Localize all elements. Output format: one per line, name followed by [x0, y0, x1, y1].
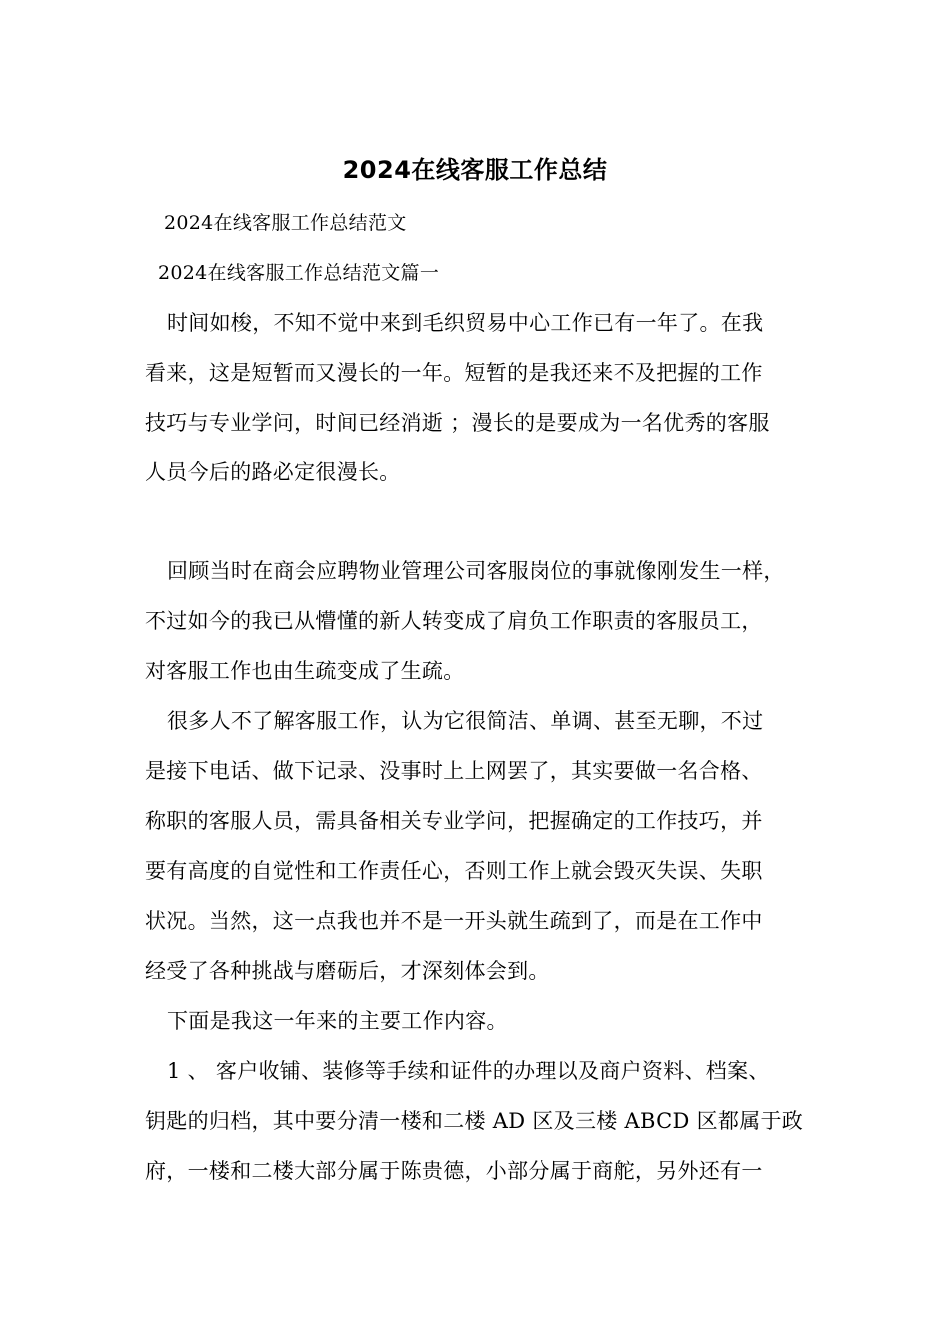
subtitle-line: 2024在线客服工作总结范文篇一 — [158, 262, 440, 284]
subtitle-line: 2024在线客服工作总结范文 — [164, 212, 407, 234]
paragraph-line: 人员今后的路必定很漫长。 — [145, 460, 401, 484]
paragraph-line: 技巧与专业学问，时间已经消逝 ；漫长的是要成为一名优秀的客服 — [145, 411, 770, 435]
list-item-line: 1 、 客户收铺、装修等手续和证件的办理以及商户资料、档案、 — [167, 1059, 770, 1083]
paragraph-line: 称职的客服人员，需具备相关专业学问，把握确定的工作技巧，并 — [145, 809, 763, 833]
paragraph-line: 看来，这是短暂而又漫长的一年。短暂的是我还来不及把握的工作 — [145, 361, 763, 385]
paragraph-line: 时间如梭，不知不觉中来到毛织贸易中心工作已有一年了。在我 — [167, 311, 764, 335]
document-title: 2024在线客服工作总结 — [342, 156, 608, 184]
list-item-line: 府，一楼和二楼大部分属于陈贵德，小部分属于商舵，另外还有一 — [145, 1159, 763, 1183]
paragraph-line: 对客服工作也由生疏变成了生疏。 — [145, 659, 465, 683]
paragraph-line: 回顾当时在商会应聘物业管理公司客服岗位的事就像刚发生一样， — [167, 559, 785, 583]
paragraph-line: 状况。当然，这一点我也并不是一开头就生疏到了，而是在工作中 — [145, 909, 763, 933]
paragraph-line: 是接下电话、做下记录、没事时上上网罢了，其实要做一名合格、 — [145, 759, 763, 783]
paragraph-line: 要有高度的自觉性和工作责任心，否则工作上就会毁灭失误、失职 — [145, 859, 763, 883]
paragraph-line: 很多人不了解客服工作，认为它很简洁、单调、甚至无聊，不过 — [167, 709, 764, 733]
paragraph-line: 经受了各种挑战与磨砺后，才深刻体会到。 — [145, 959, 550, 983]
paragraph-line: 不过如今的我已从懵懂的新人转变成了肩负工作职责的客服员工， — [145, 609, 763, 633]
list-item-line: 钥匙的归档，其中要分清一楼和二楼 AD 区及三楼 ABCD 区都属于政 — [145, 1109, 804, 1133]
paragraph-line: 下面是我这一年来的主要工作内容。 — [167, 1009, 508, 1033]
